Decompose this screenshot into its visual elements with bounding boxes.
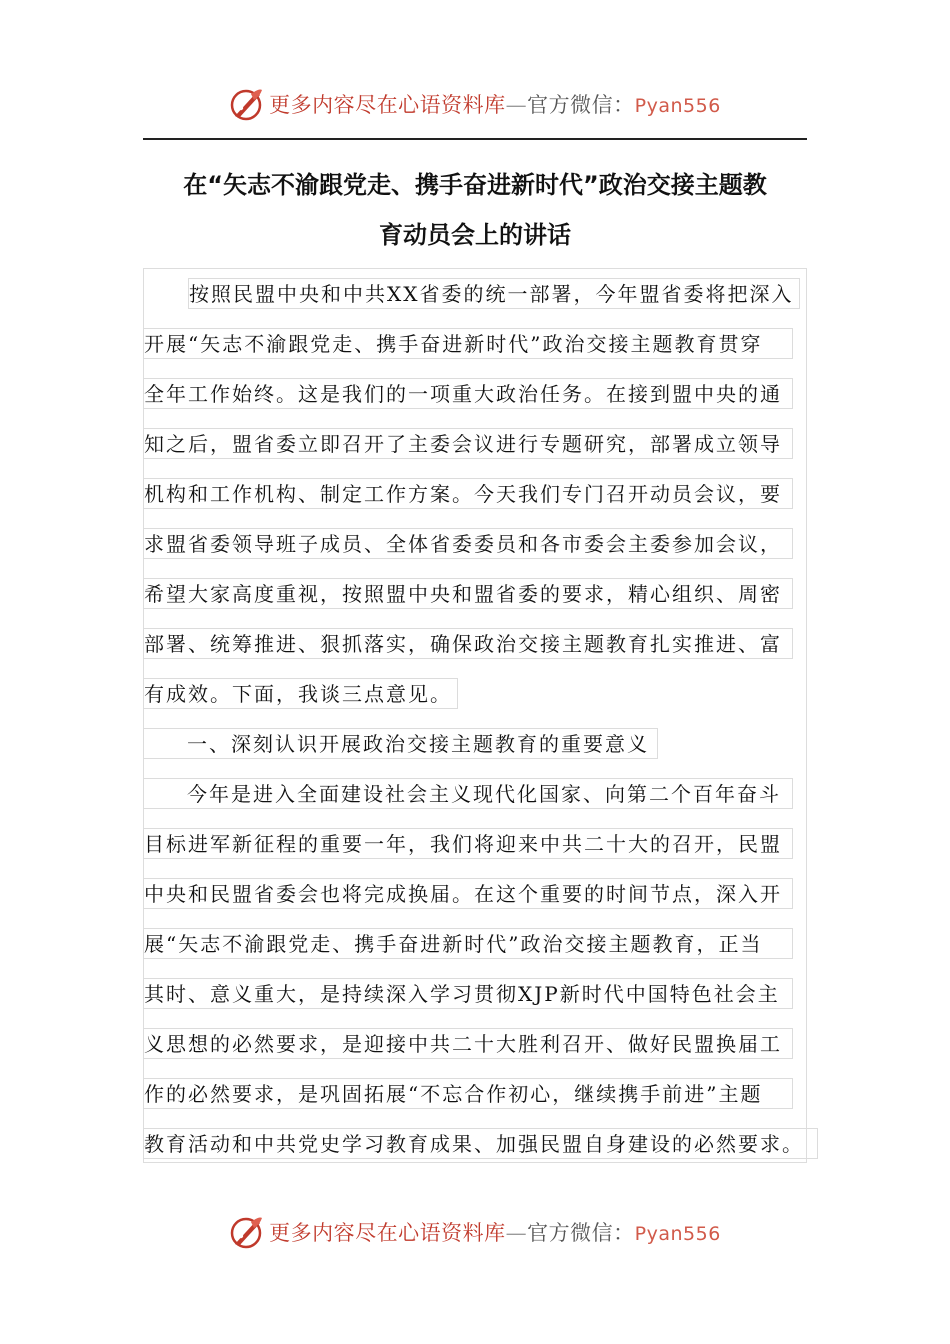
document-title-line-1: 在“矢志不渝跟党走、携手奋进新时代”政治交接主题教 (183, 171, 767, 199)
banner-wechat-label: 官方微信： (527, 1221, 635, 1245)
body-line: 开展“矢志不渝跟党走、携手奋进新时代”政治交接主题教育贯穿 (143, 328, 793, 359)
footer-banner (0, 1210, 950, 1254)
body-line: 求盟省委领导班子成员、全体省委委员和各市委会主委参加会议， (143, 528, 793, 559)
body-line: 作的必然要求，是巩固拓展“不忘合作初心，继续携手前进”主题 (143, 1078, 793, 1109)
body-line: 知之后，盟省委立即召开了主委会议进行专题研究，部署成立领导 (143, 428, 793, 459)
body-line: 有成效。下面，我谈三点意见。 (143, 678, 458, 709)
banner-text (269, 1217, 721, 1247)
banner-wechat-handle: Pyan556 (634, 1223, 721, 1245)
body-line: 按照民盟中央和中共XX省委的统一部署，今年盟省委将把深入 (188, 278, 800, 309)
body-line: 今年是进入全面建设社会主义现代化国家、向第二个百年奋斗 (143, 778, 793, 809)
body-line: 展“矢志不渝跟党走、携手奋进新时代”政治交接主题教育，正当 (143, 928, 793, 959)
body-line: 机构和工作机构、制定工作方案。今天我们专门召开动员会议，要 (143, 478, 793, 509)
quill-pen-logo-icon (229, 1214, 265, 1250)
banner-wechat-label: 官方微信： (527, 93, 635, 117)
header-banner (0, 82, 950, 126)
body-line: 目标进军新征程的重要一年，我们将迎来中共二十大的召开，民盟 (143, 828, 793, 859)
body-line: 义思想的必然要求，是迎接中共二十大胜利召开、做好民盟换届工 (143, 1028, 793, 1059)
section-heading: 一、深刻认识开展政治交接主题教育的重要意义 (143, 728, 658, 759)
banner-main-text: 更多内容尽在心语资料库 (269, 93, 506, 117)
quill-pen-logo-icon (229, 86, 265, 122)
document-title-line-2: 育动员会上的讲话 (379, 221, 571, 249)
body-line: 部署、统筹推进、狠抓落实，确保政治交接主题教育扎实推进、富 (143, 628, 793, 659)
banner-main-text: 更多内容尽在心语资料库 (269, 1221, 506, 1245)
body-line: 教育活动和中共党史学习教育成果、加强民盟自身建设的必然要求。 (143, 1128, 818, 1159)
banner-dash: — (505, 1221, 528, 1245)
body-line: 希望大家高度重视，按照盟中央和盟省委的要求，精心组织、周密 (143, 578, 793, 609)
banner-text (269, 89, 721, 119)
banner-dash: — (505, 93, 528, 117)
banner-wechat-handle: Pyan556 (634, 95, 721, 117)
header-divider (143, 138, 807, 140)
body-line: 全年工作始终。这是我们的一项重大政治任务。在接到盟中央的通 (143, 378, 793, 409)
body-line: 中央和民盟省委会也将完成换届。在这个重要的时间节点，深入开 (143, 878, 793, 909)
body-line: 其时、意义重大，是持续深入学习贯彻XJP新时代中国特色社会主 (143, 978, 793, 1009)
